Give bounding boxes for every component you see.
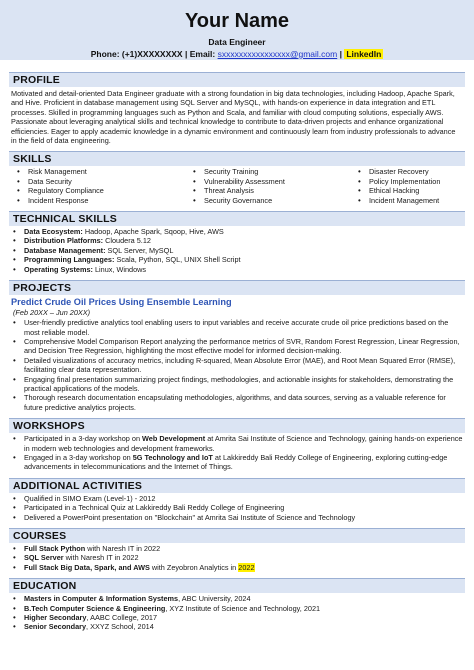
skill-item: • Regulatory Compliance: [15, 186, 191, 195]
skill-item: • Incident Management: [356, 196, 463, 205]
projects-heading: PROJECTS: [9, 280, 465, 295]
degree-details: , AABC College, 2017: [86, 613, 158, 623]
workshop-text: at Lakkireddy Bali Reddy College of Engineering, exploring cutting-edge advancements in telecommunications and the Internet of Things.: [24, 452, 448, 472]
technical-skills-list: [9, 226, 465, 274]
activities-section: [9, 478, 465, 522]
skill-item: • Risk Management: [15, 167, 191, 176]
projects-section: [9, 280, 465, 412]
skills-grid: [9, 166, 465, 205]
workshops-section: [9, 418, 465, 472]
skills-heading: SKILLS: [9, 151, 465, 166]
project-detail-item: • Engaging final presentation summarizing project findings, methodologies, and actionable insights for stakeholders, demonstrating the practical applications of the models.: [11, 375, 463, 394]
phone-label: Phone:: [90, 49, 122, 59]
course-year-highlight: 2022: [238, 562, 255, 572]
course-name: Full Stack Python: [24, 544, 86, 553]
courses-heading: COURSES: [9, 528, 465, 543]
candidate-role: Data Engineer: [208, 37, 266, 47]
degree-name: Higher Secondary: [24, 613, 87, 623]
education-item: [11, 622, 463, 631]
degree-name: Masters in Computer & Information Systems: [24, 594, 179, 604]
skill-item: • Disaster Recovery: [356, 167, 463, 176]
skill-item: • Vulnerability Assessment: [191, 177, 356, 186]
skill-item: • Threat Analysis: [191, 186, 356, 195]
project-detail-item: • Detailed visualizations of accuracy metrics, including R-squared, Mean Absolute Error (MAE), and Root Mean Squared Error (RMSE), facilitating clear data representation.: [11, 356, 463, 375]
skills-column-3: [356, 167, 463, 205]
technical-skill-item: [11, 236, 463, 245]
course-text: with Zeyobron Analytics in: [149, 562, 239, 572]
email-label: | Email:: [182, 49, 218, 59]
skills-section: [9, 151, 465, 205]
course-item: [11, 563, 463, 572]
degree-name: Senior Secondary: [24, 622, 87, 632]
course-item: [11, 544, 463, 553]
profile-heading: PROFILE: [9, 72, 465, 87]
skill-item: • Data Security: [15, 177, 191, 186]
technical-skill-item: [11, 265, 463, 274]
profile-section: [9, 72, 465, 145]
course-item: [11, 553, 463, 562]
course-name: Full Stack Big Data, Spark, and AWS: [24, 562, 150, 572]
education-heading: EDUCATION: [9, 578, 465, 593]
courses-list: [9, 543, 465, 572]
course-text: with Naresh IT in 2022: [85, 544, 161, 553]
candidate-name: Your Name: [184, 10, 290, 32]
degree-details: , XXYZ School, 2014: [86, 622, 154, 632]
education-item: [11, 594, 463, 603]
workshop-text: at Amrita Sai Institute of Science and Technology, gaining hands-on experience in modern web technologies and development frameworks.: [24, 434, 463, 453]
workshop-item: [11, 453, 463, 472]
skill-item: • Ethical Hacking: [356, 186, 463, 195]
tech-value: Scala, Python, SQL, UNIX Shell Script: [114, 255, 241, 265]
course-text: with Naresh IT in 2022: [63, 553, 139, 563]
degree-name: B.Tech Computer Science & Engineering: [24, 603, 166, 613]
education-item: [11, 613, 463, 622]
tech-label: Programming Languages:: [24, 255, 115, 265]
activities-list: [9, 493, 465, 522]
technical-skill-item: [11, 255, 463, 264]
workshop-text: Participated in a 3-day workshop on: [24, 434, 143, 444]
activity-item: • Qualified in SIMO Exam (Level-1) - 2012: [11, 494, 463, 503]
workshop-text: Engaged in a 3-day workshop on: [24, 452, 133, 462]
contact-line: [0, 49, 474, 59]
tech-value: Linux, Windows: [92, 264, 147, 274]
project-detail-item: • Comprehensive Model Comparison Report analyzing the performance metrics of SVR, Random Forest Regression, Linear Regression, and Decision Tree Regression, highlighting the most effective model for informed decision-making.: [11, 337, 463, 356]
technical-skill-item: [11, 246, 463, 255]
workshops-heading: WORKSHOPS: [9, 418, 465, 433]
project-detail-item: • User-friendly predictive analytics tool enabling users to input variables and receive accurate crude oil price predictions based on the most reliable model.: [11, 318, 463, 337]
technical-skills-section: [9, 211, 465, 274]
education-item: [11, 604, 463, 613]
linkedin-link[interactable]: LinkedIn: [346, 49, 382, 59]
phone-value: (+1)XXXXXXXX: [121, 49, 183, 59]
skills-column-2: [191, 167, 356, 205]
project-detail-item: • Thorough research documentation encapsulating methodologies, algorithms, and data sources, serving as a valuable reference for future predictive analytics projects.: [11, 393, 463, 412]
skills-column-1: [11, 167, 191, 205]
project-title: Predict Crude Oil Prices Using Ensemble Learning: [11, 297, 232, 308]
contact-separator: |: [337, 49, 345, 59]
workshop-item: [11, 434, 463, 453]
skill-item: • Incident Response: [15, 196, 191, 205]
tech-label: Database Management:: [24, 245, 106, 255]
activity-item: • Delivered a PowerPoint presentation on "Blockchain" at Amrita Sai Institute of Science and Technology: [11, 513, 463, 522]
activities-heading: ADDITIONAL ACTIVITIES: [9, 478, 465, 493]
tech-label: Operating Systems:: [24, 264, 93, 274]
skill-item: • Security Governance: [191, 196, 356, 205]
tech-value: Hadoop, Apache Spark, Sqoop, Hive, AWS: [82, 227, 224, 237]
tech-value: Cloudera 5.12: [103, 236, 151, 246]
degree-details: , ABC University, 2024: [178, 594, 251, 604]
workshops-list: [9, 433, 465, 472]
tech-label: Distribution Platforms:: [24, 236, 104, 246]
project-details-list: [9, 317, 465, 412]
skill-item: • Policy Implementation: [356, 177, 463, 186]
tech-value: SQL Server, MySQL: [105, 245, 174, 255]
email-link[interactable]: sxxxxxxxxxxxxxxxx@gmail.com: [217, 49, 338, 59]
degree-details: , XYZ Institute of Science and Technology, 2021: [165, 603, 321, 613]
education-list: [9, 593, 465, 632]
resume-header: [0, 0, 474, 64]
profile-text: Motivated and detail-oriented Data Engineer graduate with a strong foundation in big data technologies, including Hadoop, Apache Spark, and Hive. Proficient in database management using SQL Server and MySQL, with hands-on experience in data integration and ETL processes. Skilled in programming languages such as Python and Scala, and familiar with cloud computing solutions, especially AWS. Passionate about leveraging analytical skills and technical knowledge to contribute to data-driven projects and enhance organizational efficiencies. Eager to apply academic knowledge in a dynamic environment and continuously learn from industry professionals to advance in the field of data engineering.: [11, 89, 456, 146]
education-section: [9, 578, 465, 632]
tech-label: Data Ecosystem:: [24, 227, 83, 237]
technical-skill-item: [11, 227, 463, 236]
project-date: (Feb 20XX – Jun 20XX): [13, 308, 91, 318]
courses-section: [9, 528, 465, 572]
technical-skills-heading: TECHNICAL SKILLS: [9, 211, 465, 226]
course-name: SQL Server: [24, 553, 64, 563]
activity-item: • Participated in a Technical Quiz at Lakkireddy Bali Reddy College of Engineering: [11, 503, 463, 512]
skill-item: • Security Training: [191, 167, 356, 176]
workshop-topic: Web Development: [142, 434, 206, 444]
workshop-topic: 5G Technology and IoT: [132, 452, 213, 462]
